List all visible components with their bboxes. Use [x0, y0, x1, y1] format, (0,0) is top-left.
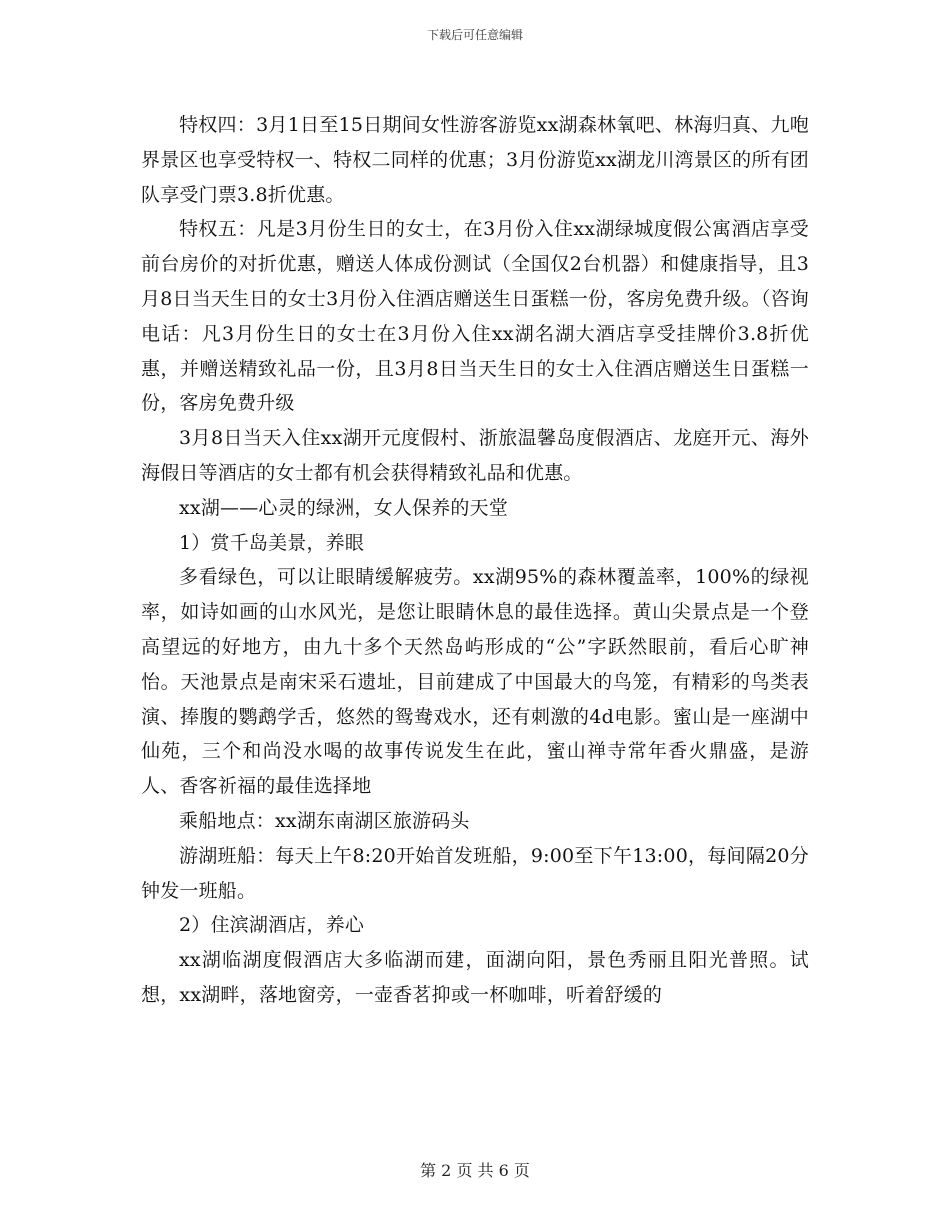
paragraph-boat-schedule: 游湖班船：每天上午8:20开始首发班船，9:00至下午13:00，每间隔20分钟发一班船。: [141, 844, 809, 902]
subheading-1: 1）赏千岛美景，养眼: [179, 531, 365, 554]
section-heading: xx湖——心灵的绿洲，女人保养的天堂: [179, 496, 509, 519]
page-header: 下载后可任意编辑: [426, 28, 523, 42]
paragraph-privilege-five: 特权五：凡是3月份生日的女士，在3月份入住xx湖绿城度假公寓酒店享受前台房价的对折优惠，赠送人体成份测试（全国仅2台机器）和健康指导，且3月8日当天生日的女士3月份入住酒店赠送生日蛋糕一份，客房免费升级。（咨询电话：凡3月份生日的女士在3月份入住xx湖名湖大酒店享受挂牌价3.8折优惠，并赠送精致礼品一份，且3月8日当天生日的女士入住酒店赠送生日蛋糕一份，客房免费升级: [141, 218, 809, 415]
paragraph-boarding-location: 乘船地点：xx湖东南湖区旅游码头: [179, 809, 470, 832]
paragraph-privilege-four: 特权四：3月1日至15日期间女性游客游览xx湖森林氧吧、林海归真、九咆界景区也享受特权一、特权二同样的优惠；3月份游览xx湖龙川湾景区的所有团队享受门票3.8折优惠。: [141, 114, 809, 206]
paragraph-scenery: 多看绿色，可以让眼睛缓解疲劳。xx湖95%的森林覆盖率，100%的绿视率，如诗如画的山水风光，是您让眼睛休息的最佳选择。黄山尖景点是一个登高望远的好地方，由九十多个天然岛屿形成的“公”字跃然眼前，看后心旷神怡。天池景点是南宋采石遗址，目前建成了中国最大的鸟笼，有精彩的鸟类表演、捧腹的鹦鹉学舌，悠然的鸳鸯戏水，还有刺激的4d电影。蜜山是一座湖中仙苑，三个和尚没水喝的故事传说发生在此，蜜山禅寺常年香火鼎盛，是游人、香客祈福的最佳选择地: [141, 566, 809, 798]
paragraph-lakeside-hotels: xx湖临湖度假酒店大多临湖而建，面湖向阳，景色秀丽且阳光普照。试想，xx湖畔，落地窗旁，一壶香茗抑或一杯咖啡，听着舒缓的: [141, 949, 809, 1006]
subheading-2: 2）住滨湖酒店，养心: [179, 914, 365, 937]
page-footer: 第 2 页 共 6 页: [420, 1161, 530, 1180]
document-body: [141, 108, 809, 1013]
paragraph-march-8-hotels: 3月8日当天入住xx湖开元度假村、浙旅温馨岛度假酒店、龙庭开元、海外海假日等酒店的女士都有机会获得精致礼品和优惠。: [141, 427, 809, 484]
